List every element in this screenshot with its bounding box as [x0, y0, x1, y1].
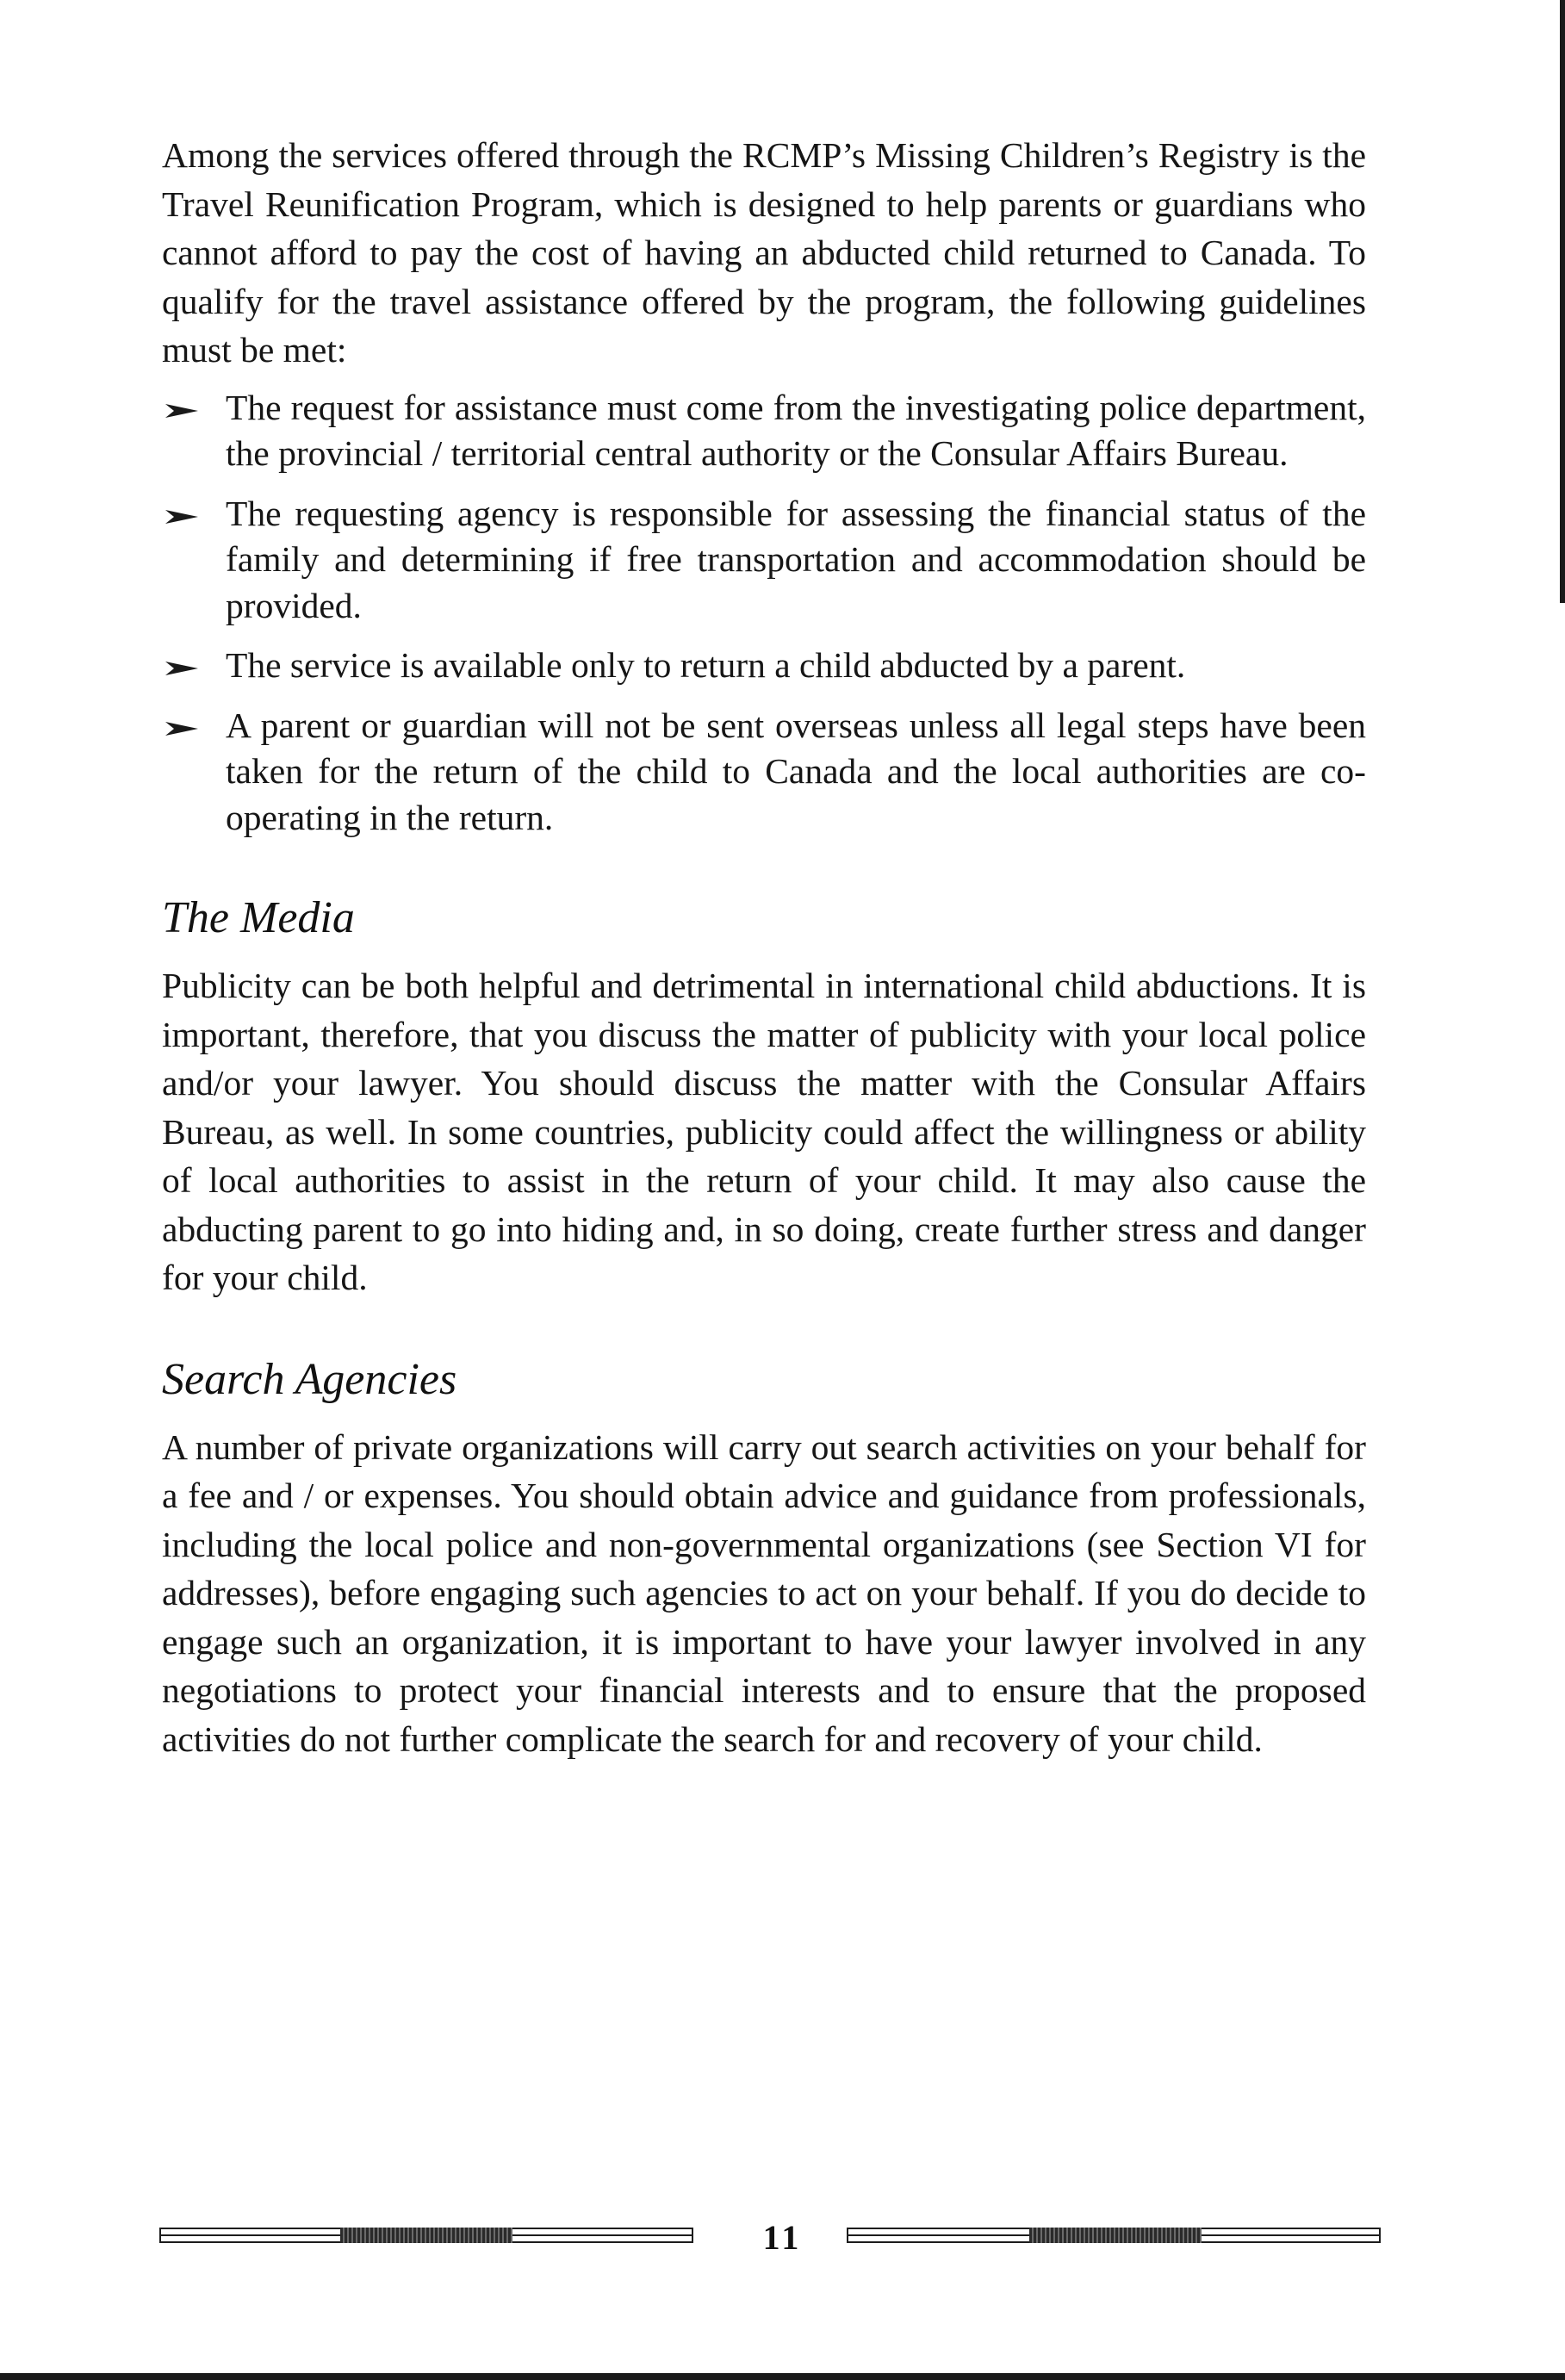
search-agencies-heading: Search Agencies — [162, 1354, 457, 1404]
page-number: 11 — [762, 2218, 803, 2257]
list-item — [162, 491, 1366, 630]
list-item — [162, 703, 1366, 842]
search-agencies-paragraph: A number of private organizations will carry out search activities on your behalf for a fee and / or expenses. You should obtain advice and guidance from professionals, including the local police and non-governmental organizations (see Section VI for addresses), before engaging such agencies to act on your behalf. If you do decide to engage such an organization, it is important to have your lawyer involved in any negotiations to protect your financial interests and to ensure that the proposed activities do not further complicate the search for and recovery of your child. — [162, 1426, 1366, 1759]
arrowhead-bullet-icon — [165, 720, 200, 737]
list-item — [162, 643, 1366, 689]
guideline-text: The service is available only to return a child abducted by a parent. — [226, 645, 1186, 685]
media-heading: The Media — [162, 893, 355, 942]
page-content — [162, 131, 1366, 1763]
guideline-text: The request for assistance must come from the investigating police department, the provincial / territorial central authority or the Consular Affairs Bureau. — [226, 387, 1366, 473]
media-paragraph: Publicity can be both helpful and detrimental in international child abductions. It is important, therefore, that you discuss the matter of publicity with your local police and/or your lawyer. You should discuss the matter with the Consular Affairs Bureau, as well. In some countries, publicity could affect the willingness or ability of local authorities to assist in the return of your child. It may also cause the abducting parent to go into hiding and, in so doing, create further stress and danger for your child. — [162, 966, 1366, 1297]
guideline-text: The requesting agency is responsible for assessing the financial status of the family and determining if free transportation and accommodation should be provided. — [226, 493, 1366, 625]
scan-edge-right — [1560, 0, 1565, 603]
arrowhead-bullet-icon — [165, 660, 200, 677]
arrowhead-bullet-icon — [165, 402, 200, 419]
guideline-text: A parent or guardian will not be sent overseas unless all legal steps have been taken for the return of the child to Canada and the local authorities are co-operating in the return. — [226, 705, 1366, 837]
arrowhead-bullet-icon — [165, 508, 200, 525]
intro-paragraph: Among the services offered through the RCMP’s Missing Children’s Registry is the Travel Reunification Program, which is designed to help parents or guardians who cannot afford to pay the cost of having an abducted child returned to Canada. To qualify for the travel assistance offered by the program, the following guidelines must be met: — [162, 135, 1366, 370]
guidelines-list — [162, 385, 1366, 842]
scan-edge-bottom — [0, 2373, 1565, 2380]
list-item — [162, 385, 1366, 477]
